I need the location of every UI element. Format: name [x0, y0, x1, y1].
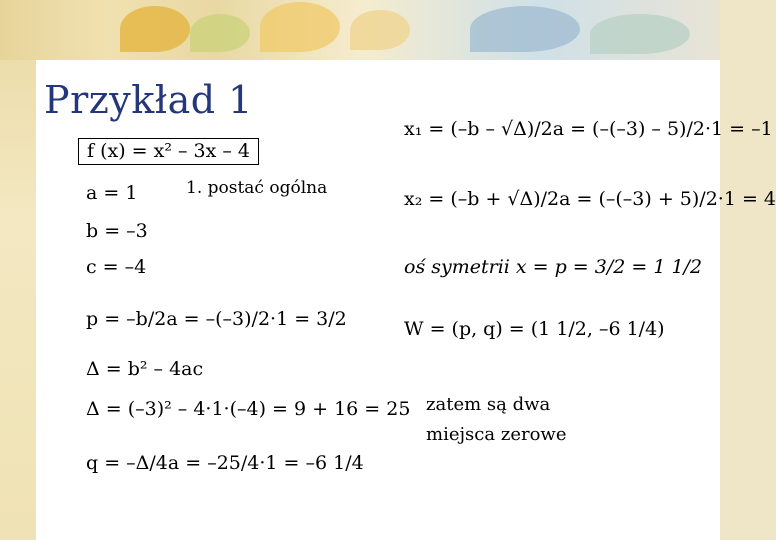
delta-formula: Δ = b² – 4ac [86, 358, 204, 380]
leaf-decoration [590, 14, 690, 54]
root-x2-formula: x₂ = (–b + √Δ)/2a = (–(–3) + 5)/2·1 = 4 [404, 188, 776, 210]
leaf-decoration [470, 6, 580, 52]
slide-title: Przykład 1 [44, 78, 253, 122]
slide-canvas [36, 60, 776, 540]
function-box: f (x) = x² – 3x – 4 [78, 138, 259, 165]
conclusion-line-1: zatem są dwa [426, 394, 551, 415]
conclusion-line-2: miejsca zerowe [426, 424, 567, 445]
leaf-decoration [350, 10, 410, 50]
leaf-decoration [190, 14, 250, 52]
leaf-decoration [120, 6, 190, 52]
general-form-label: 1. postać ogólna [186, 178, 328, 198]
coefficient-b: b = –3 [86, 220, 148, 242]
vertex-coordinates: W = (p, q) = (1 1/2, –6 1/4) [404, 318, 665, 340]
function-definition [78, 140, 259, 162]
vertex-q-formula: q = –Δ/4a = –25/4·1 = –6 1/4 [86, 452, 364, 474]
delta-calculation: Δ = (–3)² – 4·1·(–4) = 9 + 16 = 25 [86, 398, 411, 420]
axis-of-symmetry: oś symetrii x = p = 3/2 = 1 1/2 [404, 256, 703, 278]
coefficient-a: a = 1 [86, 182, 138, 204]
decorative-top-banner [0, 0, 720, 60]
decorative-left-band [0, 0, 36, 540]
vertex-p-formula: p = –b/2a = –(–3)/2·1 = 3/2 [86, 308, 347, 330]
root-x1-formula: x₁ = (–b – √Δ)/2a = (–(–3) – 5)/2·1 = –1 [404, 118, 773, 140]
coefficient-c: c = –4 [86, 256, 147, 278]
leaf-decoration [260, 2, 340, 52]
